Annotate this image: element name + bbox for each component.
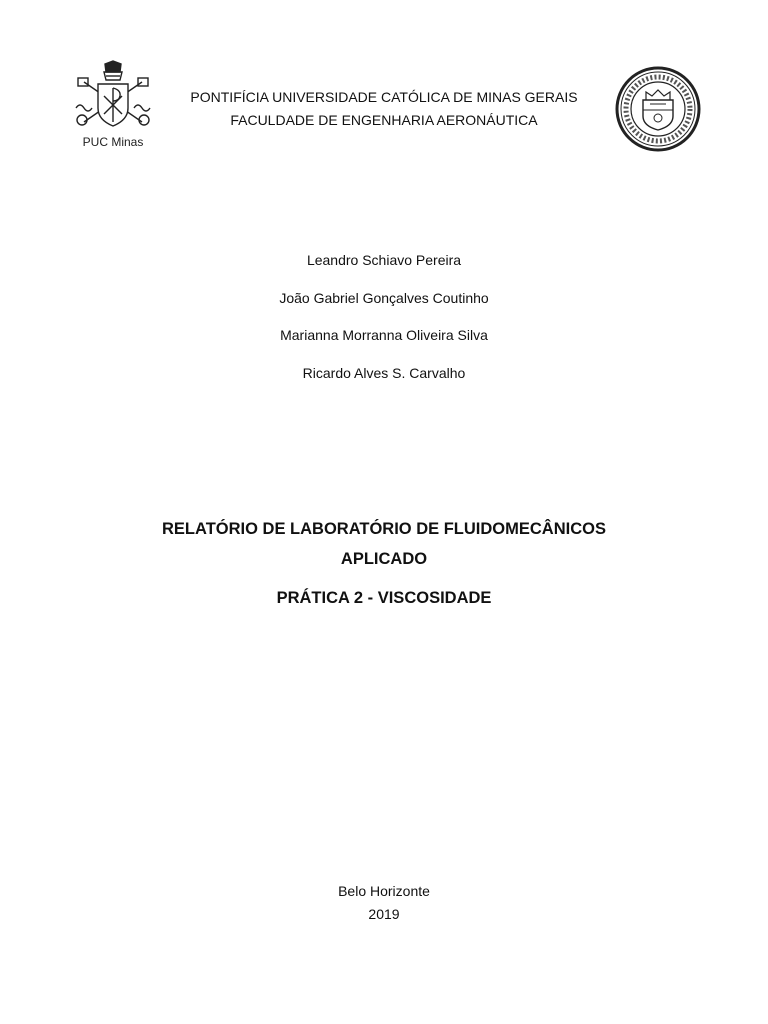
logo-caption: PUC Minas bbox=[82, 135, 144, 149]
title-line-1: RELATÓRIO DE LABORATÓRIO DE FLUIDOMECÂNICOS bbox=[162, 520, 606, 538]
author-list bbox=[0, 250, 768, 400]
author-name: Marianna Morranna Oliveira Silva bbox=[280, 327, 488, 343]
university-name: PONTIFÍCIA UNIVERSIDADE CATÓLICA DE MINAS GERAIS bbox=[190, 89, 578, 105]
author-name: Leandro Schiavo Pereira bbox=[306, 252, 462, 268]
report-subtitle: PRÁTICA 2 - VISCOSIDADE bbox=[276, 589, 492, 607]
report-title bbox=[0, 514, 768, 574]
title-line-2: APLICADO bbox=[340, 550, 428, 568]
faculty-name: FACULDADE DE ENGENHARIA AERONÁUTICA bbox=[230, 112, 538, 128]
institution-header bbox=[0, 86, 768, 132]
city: Belo Horizonte bbox=[338, 883, 430, 899]
author-name: Ricardo Alves S. Carvalho bbox=[302, 364, 466, 381]
footer bbox=[0, 880, 768, 926]
author-name: João Gabriel Gonçalves Coutinho bbox=[279, 289, 489, 306]
year: 2019 bbox=[368, 906, 400, 922]
